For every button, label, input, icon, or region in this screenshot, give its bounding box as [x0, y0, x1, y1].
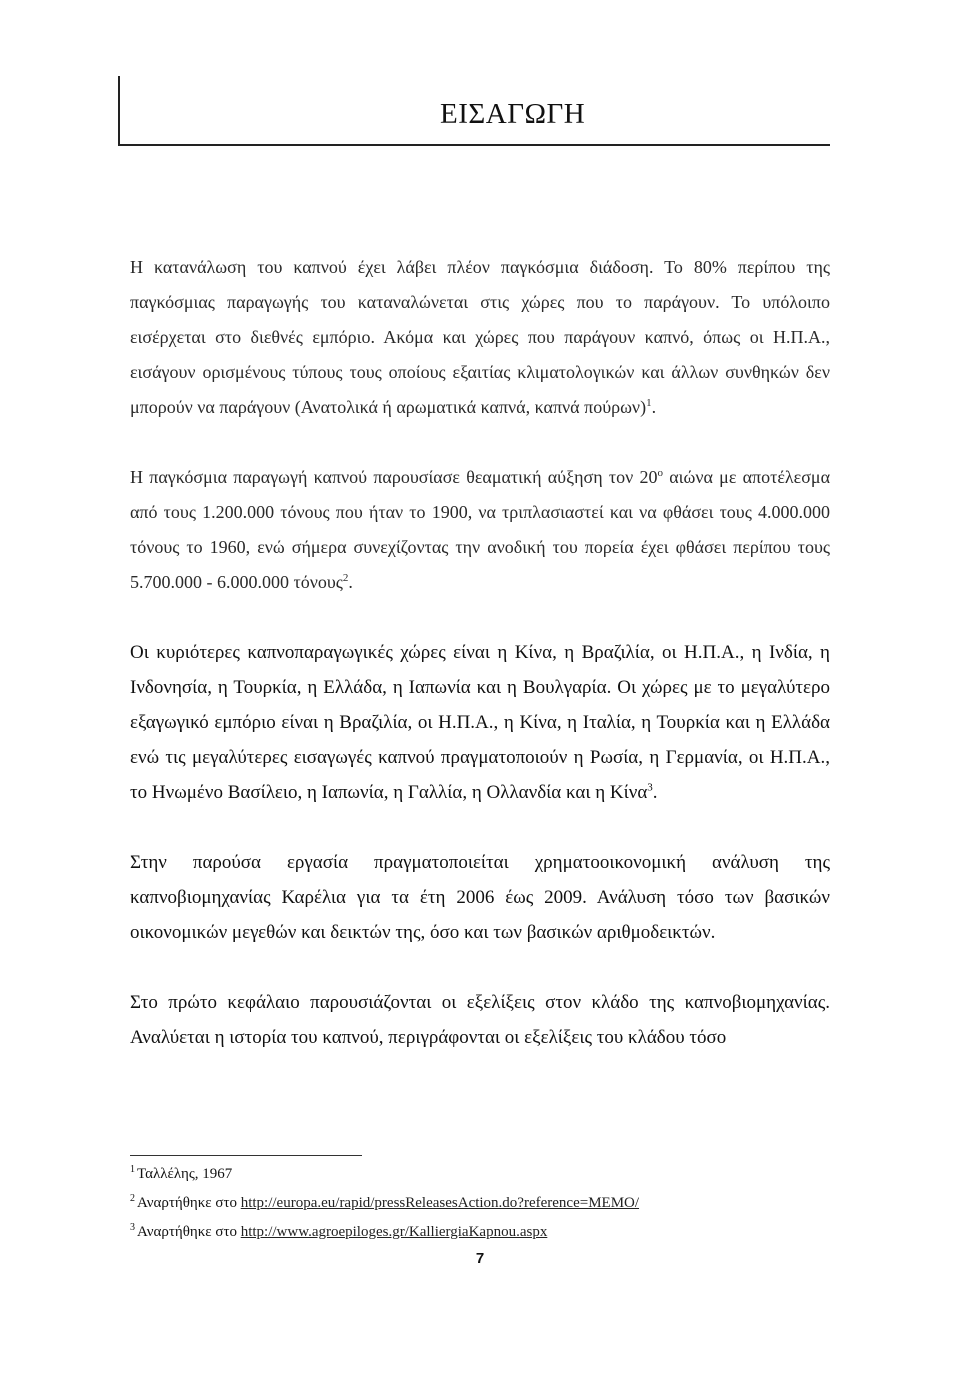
footnote-text: Ταλλέλης, 1967: [137, 1166, 233, 1182]
footnote-ref-2[interactable]: 2: [342, 572, 349, 584]
footnote-2: [130, 1189, 830, 1218]
footnote-ref-3[interactable]: 3: [647, 781, 653, 794]
paragraph-consumption: [130, 250, 830, 425]
footnote-prefix: Αναρτήθηκε στο: [137, 1195, 241, 1211]
paragraph-text: Η κατανάλωση του καπνού έχει λάβει πλέον παγκόσμια διάδοση. Το 80% περίπου της παγκόσμιας παραγωγής του καταναλώνεται στις χώρες που το παράγουν. Το υπόλοιπο εισέρχεται στο διεθνές εμπόριο. Ακόμα και χώρες που παράγουν καπνό, όπως οι Η.Π.Α., εισάγουν ορισμένους τύπους τους οποίους εξαιτίας κλιματολογικών και άλλων συνθηκών δεν μπορούν να παράγουν (Ανατολικά ή αρωματικά καπνά, καπνά πούρων): [130, 257, 830, 417]
paragraph-text: Στο πρώτο κεφάλαιο παρουσιάζονται οι εξελίξεις στον κλάδο της καπνοβιομηχανίας. Αναλύεται η ιστορία του καπνού, περιγράφονται οι εξελίξεις του κλάδου τόσο: [130, 992, 830, 1048]
page-number: 7: [475, 1250, 485, 1267]
paragraph-purpose: [130, 845, 830, 950]
footnotes: [130, 1160, 830, 1247]
title-frame-bottom-rule: [118, 144, 830, 146]
paragraph-text-continued: αιώνα με αποτέλεσμα από τους 1.200.000 τόνους που ήταν το 1900, να τριπλασιαστεί και να φθάσει τους 4.000.000 τόνους το 1960, ενώ σήμερα συνεχίζοντας την ανοδική του πορεία έχει φθάσει περίπου τους 5.700.000 - 6.000.000 τόνους: [130, 467, 830, 592]
paragraph-text: Η παγκόσμια παραγωγή καπνού παρουσίασε θεαματική αύξηση τον 20: [130, 467, 658, 487]
paragraph-text: Οι κυριότερες καπνοπαραγωγικές χώρες είναι η Κίνα, η Βραζιλία, οι Η.Π.Α., η Ινδία, η Ινδονησία, η Τουρκία, η Ελλάδα, η Ιαπωνία και η Βουλγαρία. Οι χώρες με το μεγαλύτερο εξαγωγικό εμπόριο είναι η Βραζιλία, οι Η.Π.Α., η Κίνα, η Ιταλία, η Τουρκία και η Ελλάδα ενώ τις μεγαλύτερες εισαγωγές καπνού πραγματοποιούν η Ρωσία, η Γερμανία, οι Η.Π.Α., το Ηνωμένο Βασίλειο, η Ιαπωνία, η Γαλλία, η Ολλανδία και η Κίνα: [130, 642, 830, 803]
chapter-title: ΕΙΣΑΓΩΓΗ: [440, 98, 586, 130]
paragraph-tail: .: [652, 782, 658, 803]
footnote-link-europa[interactable]: http://europa.eu/rapid/pressReleasesAction.do?reference=MEMO/: [240, 1195, 640, 1211]
footnote-ref-1[interactable]: 1: [646, 397, 652, 409]
title-frame-left-rule: [118, 76, 120, 146]
paragraph-countries: [130, 635, 830, 810]
paragraph-tail: .: [651, 397, 657, 417]
footnote-1: [130, 1160, 830, 1189]
ordinal-degree-mark: ο: [657, 467, 663, 479]
body-text: [130, 250, 830, 1055]
footnote-separator: [130, 1155, 362, 1156]
paragraph-production: [130, 460, 830, 600]
footnote-link-agroepiloges[interactable]: http://www.agroepiloges.gr/KalliergiaKapnou.aspx: [240, 1224, 548, 1240]
footnote-number: 2: [130, 1193, 135, 1204]
footnote-number: 1: [130, 1164, 135, 1175]
paragraph-chapter-one: [130, 985, 830, 1055]
footnote-prefix: Αναρτήθηκε στο: [137, 1224, 241, 1240]
footnote-number: 3: [130, 1222, 135, 1233]
paragraph-tail: .: [348, 572, 353, 592]
footnote-3: [130, 1218, 830, 1247]
paragraph-text: Στην παρούσα εργασία πραγματοποιείται χρηματοοικονομική ανάλυση της καπνοβιομηχανίας Καρέλια για τα έτη 2006 έως 2009. Ανάλυση τόσο των βασικών οικονομικών μεγεθών και δεικτών της, όσο και των βασικών αριθμοδεικτών.: [130, 852, 830, 943]
